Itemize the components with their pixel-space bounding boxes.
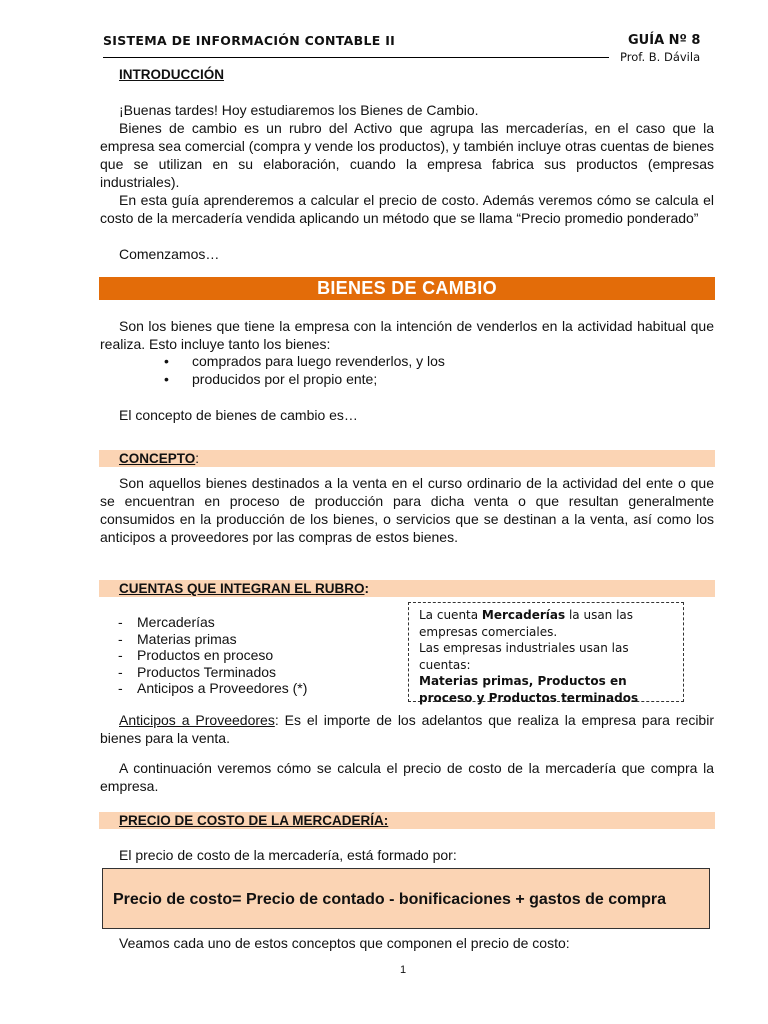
section-bar-precio-de-costo — [99, 812, 715, 829]
precio-outro: Veamos cada uno de estos conceptos que componen el precio de costo: — [119, 935, 570, 951]
list-item: - Anticipos a Proveedores (*) — [118, 680, 308, 696]
list-item: • comprados para luego revenderlos, y los — [164, 353, 445, 369]
list-item: - Materias primas — [118, 630, 237, 647]
section-bar-concepto — [99, 450, 715, 467]
cuentas-heading: CUENTAS QUE INTEGRAN EL RUBRO: — [119, 581, 370, 596]
concepto-heading: CONCEPTO: — [119, 451, 200, 466]
bienes-paragraph: Son los bienes que tiene la empresa con la intención de venderlos en la actividad habitual que realiza. Esto incluye tanto los bienes: — [100, 318, 714, 352]
anticipos-label: Anticipos a Proveedores — [119, 712, 275, 728]
section-bar-cuentas — [99, 580, 715, 597]
list-item: • producidos por el propio ente; — [164, 371, 378, 387]
document-title: SISTEMA DE INFORMACIÓN CONTABLE II — [103, 33, 396, 48]
intro-paragraph-4: Comenzamos… — [119, 246, 220, 262]
note-box: La cuenta Mercaderías la usan las empresas comerciales. Las empresas industriales usan las cuentas: Materias primas, Productos en proceso y Productos terminados — [408, 602, 684, 702]
intro-paragraph-2: Bienes de cambio es un rubro del Activo que agrupa las mercaderías, en el caso que la empresa sea comercial (compra y vende los productos), y también incluye otras cuentas de bienes que se utilizan en su elaboración, cuando la empresa fabrica sus productos (empresas industriales). — [100, 120, 714, 190]
intro-paragraph-1: ¡Buenas tardes! Hoy estudiaremos los Bienes de Cambio. — [119, 102, 479, 118]
header-divider — [103, 57, 609, 58]
list-item: - Productos en proceso — [118, 647, 274, 663]
cuentas-list — [118, 614, 307, 697]
bienes-bullet-list — [164, 352, 445, 388]
section-banner-bienes-de-cambio: BIENES DE CAMBIO — [99, 277, 715, 300]
intro-heading: INTRODUCCIÓN — [119, 67, 224, 82]
page-number: 1 — [400, 964, 407, 976]
list-item: - Productos Terminados — [118, 663, 277, 680]
bienes-concept-lead: El concepto de bienes de cambio es… — [119, 407, 358, 423]
guide-number: GUÍA Nº 8 — [628, 33, 701, 48]
concepto-paragraph: Son aquellos bienes destinados a la venta en el curso ordinario de la actividad del ente o que se encuentran en proceso de producción para dicha venta o que resultan generalmente consumidos en la producción de los bienes, o servicios que se destinan a la venta, así como los anticipos a proveedores por las compras de estos bienes. — [100, 475, 714, 545]
formula-box: Precio de costo= Precio de contado - bonificaciones + gastos de compra — [102, 868, 710, 929]
intro-paragraph-3: En esta guía aprenderemos a calcular el precio de costo. Además veremos cómo se calcula el costo de la mercadería vendida aplicando un método que se llama “Precio promedio ponderado” — [100, 192, 714, 226]
precio-heading: PRECIO DE COSTO DE LA MERCADERÍA: — [119, 813, 389, 828]
list-item: - Mercaderías — [118, 614, 215, 630]
anticipos-paragraph: Anticipos a Proveedores: Es el importe de los adelantos que realiza la empresa para recibir bienes para la venta. — [100, 712, 714, 746]
professor-name: Prof. B. Dávila — [620, 50, 701, 64]
precio-intro: El precio de costo de la mercadería, está formado por: — [119, 847, 457, 863]
continuation-paragraph: A continuación veremos cómo se calcula el precio de costo de la mercadería que compra la empresa. — [100, 760, 714, 794]
